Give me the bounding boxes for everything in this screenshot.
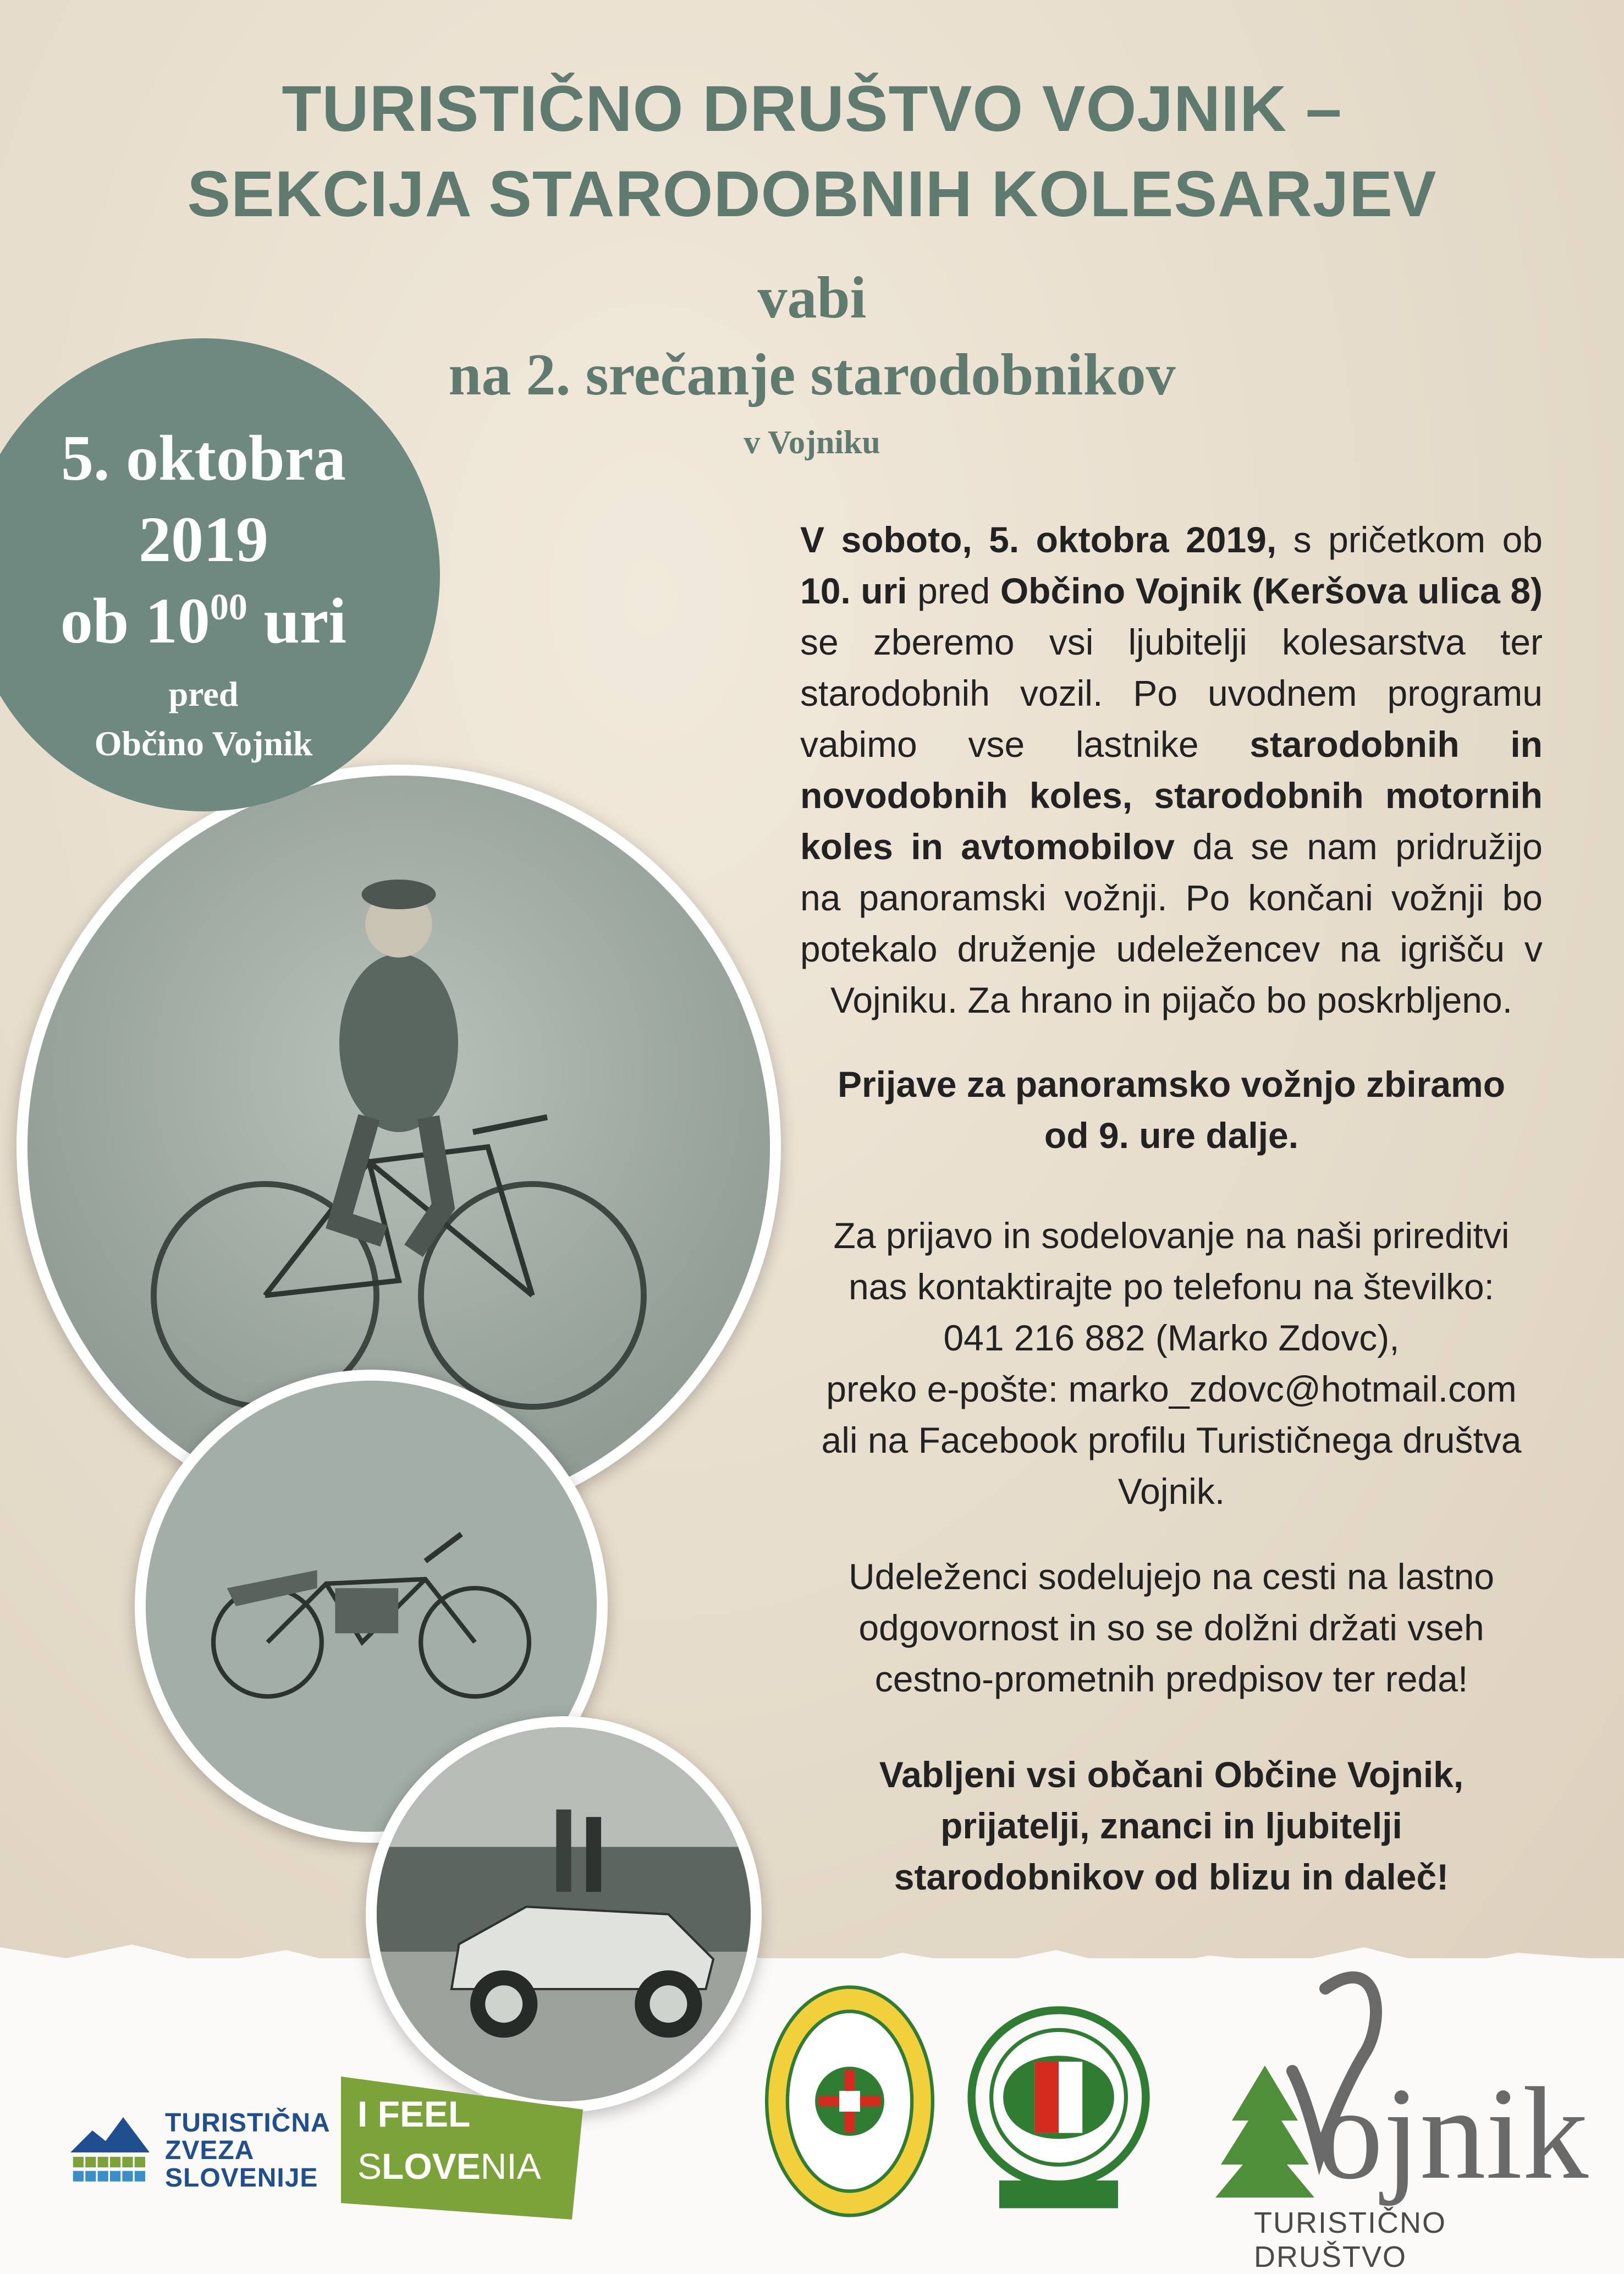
contact-line-1: Za prijavo in sodelovanje na naši prireditvi (833, 1215, 1510, 1256)
vojnik-wordmark: ojnik (1317, 2060, 1589, 2206)
i-feel-slovenia-logo (341, 2077, 583, 2220)
event-place-prefix: pred (168, 674, 239, 713)
intro-paragraph (800, 514, 1543, 1026)
car-photo (366, 1716, 762, 2112)
intro-text-1: s pričetkom ob (1276, 519, 1543, 560)
contact-facebook: ali na Facebook profilu Turističnega društva (821, 1420, 1522, 1460)
contact-phone: 041 216 882 (Marko Zdovc), (943, 1317, 1400, 1358)
safety-paragraph (800, 1551, 1543, 1705)
event-time-minutes: 00 (210, 586, 247, 628)
invite-word: vabi (757, 265, 867, 331)
intro-text-4: da se nam pridružijo na panoramski vožnji. Po končani vožnji bo potekalo druženje udeležencev na igrišču v Vojniku. Za hrano in pijačo bo poskrbljeno. (800, 826, 1543, 1020)
ifs-nia: NIA (480, 2146, 541, 2187)
registration-line-2: od 9. ure dalje. (1044, 1115, 1299, 1156)
event-time (0, 584, 440, 658)
kd-emblem-icon (960, 1980, 1158, 2222)
tzs-line-1: TURISTIČNA (165, 2108, 331, 2138)
closing-line-1: Vabljeni vsi občani Občine Vojnik, (879, 1754, 1464, 1795)
intro-address: Občino Vojnik (Keršova ulica 8) (1000, 570, 1543, 611)
sekcija-emblem-icon (762, 1980, 938, 2222)
intro-text-2: pred (907, 570, 1000, 611)
intro-time: 10. uri (800, 570, 907, 611)
intro-date: V soboto, 5. oktobra 2019, (800, 519, 1277, 560)
title-line-1: TURISTIČNO DRUŠTVO VOJNIK – (282, 73, 1342, 145)
ifs-line-2 (357, 2145, 541, 2187)
safety-line-1: Udeleženci sodelujejo na cesti na lastno (848, 1556, 1495, 1597)
contact-line-6: Vojnik. (1117, 1471, 1225, 1512)
contact-line-2: nas kontaktirajte po telefonu na številko: (848, 1266, 1495, 1307)
registration-line-1: Prijave za panoramsko vožnjo zbiramo (837, 1064, 1506, 1105)
ifs-s: S (357, 2146, 382, 2187)
event-time-prefix: ob 10 (60, 585, 210, 657)
registration-note (800, 1059, 1543, 1161)
sekcija-kolesarjev-emblem (762, 1980, 938, 2222)
closing-line-2: prijatelji, znanci in ljubitelji (940, 1805, 1402, 1846)
title-line-2: SEKCIJA STARODOBNIH KOLESARJEV (187, 158, 1437, 230)
event-time-suffix: uri (247, 585, 347, 657)
event-location: v Vojniku (744, 424, 880, 460)
vojnik-td-logo (1199, 1956, 1589, 2273)
intro-text-3: se zberemo vsi ljubitelji kolesarstva ter starodobnih vozil. Po uvodnem programu vabimo vse lastnike (800, 622, 1543, 765)
kolesarsko-drustvo-emblem (960, 1980, 1158, 2222)
event-date: 5. oktobra (61, 422, 346, 494)
contact-email: preko e-pošte: marko_zdovc@hotmail.com (826, 1369, 1517, 1409)
event-name: na 2. srečanje starodobnikov (448, 342, 1176, 408)
ifs-love: LOVE (382, 2146, 481, 2187)
tzs-line-3: SLOVENIJE (165, 2163, 318, 2193)
tzs-mountain-icon (66, 2104, 154, 2192)
contact-paragraph (800, 1210, 1543, 1517)
turisticna-zveza-logo (66, 2104, 374, 2192)
event-year: 2019 (139, 503, 268, 575)
car-illustration (377, 1727, 751, 2101)
tzs-line-2: ZVEZA (165, 2136, 255, 2165)
event-place: Občino Vojnik (94, 724, 313, 763)
intro-vehicles: starodobnih in novodobnih koles, starodobnih motornih koles in avtomobilov (800, 724, 1543, 867)
vojnik-subtitle: TURISTIČNO DRUŠTVO (1254, 2206, 1446, 2273)
safety-line-3: cestno-prometnih predpisov ter reda! (874, 1658, 1468, 1699)
safety-line-2: odgovornost in so se dolžni držati vseh (858, 1607, 1484, 1648)
ifs-line-1: I FEEL (357, 2094, 471, 2134)
closing-paragraph (800, 1749, 1543, 1903)
closing-line-3: starodobnikov od blizu in daleč! (894, 1856, 1449, 1897)
